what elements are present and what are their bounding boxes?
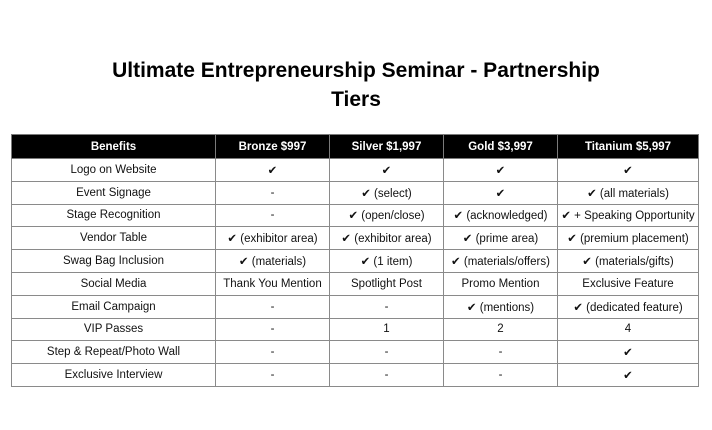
benefit-name: Step & Repeat/Photo Wall — [12, 341, 216, 364]
titanium-cell: ✔ — [558, 159, 699, 182]
table-row — [12, 364, 699, 387]
benefit-name: Stage Recognition — [12, 204, 216, 227]
header-titanium: Titanium $5,997 — [558, 135, 699, 159]
titanium-cell: ✔ — [558, 364, 699, 387]
table-row — [12, 181, 699, 204]
table-row — [12, 318, 699, 341]
benefit-name: VIP Passes — [12, 318, 216, 341]
gold-cell: ✔ (acknowledged) — [444, 204, 558, 227]
silver-cell: 1 — [330, 318, 444, 341]
titanium-cell: ✔ (all materials) — [558, 181, 699, 204]
header-bronze: Bronze $997 — [216, 135, 330, 159]
header-silver: Silver $1,997 — [330, 135, 444, 159]
benefit-name: Logo on Website — [12, 159, 216, 182]
titanium-cell: ✔ — [558, 341, 699, 364]
table-row — [12, 250, 699, 273]
silver-cell: ✔ — [330, 159, 444, 182]
bronze-cell: - — [216, 181, 330, 204]
titanium-cell: ✔ (premium placement) — [558, 227, 699, 250]
benefit-name: Vendor Table — [12, 227, 216, 250]
silver-cell: ✔ (exhibitor area) — [330, 227, 444, 250]
table-row — [12, 341, 699, 364]
benefit-name: Swag Bag Inclusion — [12, 250, 216, 273]
bronze-cell: ✔ (materials) — [216, 250, 330, 273]
header-benefits: Benefits — [12, 135, 216, 159]
benefit-name: Event Signage — [12, 181, 216, 204]
bronze-cell: - — [216, 341, 330, 364]
table-row — [12, 295, 699, 318]
benefit-name: Exclusive Interview — [12, 364, 216, 387]
table-row — [12, 159, 699, 182]
page-title-line-1: Ultimate Entrepreneurship Seminar - Partnership — [112, 59, 600, 82]
silver-cell: ✔ (select) — [330, 181, 444, 204]
benefit-name: Social Media — [12, 272, 216, 295]
bronze-cell: - — [216, 364, 330, 387]
titanium-cell: 4 — [558, 318, 699, 341]
bronze-cell: ✔ — [216, 159, 330, 182]
gold-cell: ✔ (prime area) — [444, 227, 558, 250]
bronze-cell: - — [216, 204, 330, 227]
titanium-cell: ✔ (dedicated feature) — [558, 295, 699, 318]
gold-cell: 2 — [444, 318, 558, 341]
titanium-cell: ✔ (materials/gifts) — [558, 250, 699, 273]
bronze-cell: - — [216, 295, 330, 318]
silver-cell: - — [330, 364, 444, 387]
bronze-cell: ✔ (exhibitor area) — [216, 227, 330, 250]
titanium-cell: ✔ + Speaking Opportunity — [558, 204, 699, 227]
gold-cell: ✔ — [444, 181, 558, 204]
gold-cell: ✔ (materials/offers) — [444, 250, 558, 273]
bronze-cell: - — [216, 318, 330, 341]
table-row — [12, 272, 699, 295]
silver-cell: ✔ (1 item) — [330, 250, 444, 273]
page-title-line-2: Tiers — [331, 88, 381, 111]
gold-cell: - — [444, 341, 558, 364]
table-row — [12, 227, 699, 250]
page-title — [0, 56, 712, 114]
titanium-cell: Exclusive Feature — [558, 272, 699, 295]
silver-cell: Spotlight Post — [330, 272, 444, 295]
table-body — [12, 159, 699, 387]
gold-cell: - — [444, 364, 558, 387]
gold-cell: ✔ (mentions) — [444, 295, 558, 318]
partnership-tiers-table — [11, 134, 699, 387]
silver-cell: - — [330, 295, 444, 318]
bronze-cell: Thank You Mention — [216, 272, 330, 295]
table-header — [12, 135, 699, 159]
silver-cell: ✔ (open/close) — [330, 204, 444, 227]
header-gold: Gold $3,997 — [444, 135, 558, 159]
header-row — [12, 135, 699, 159]
silver-cell: - — [330, 341, 444, 364]
benefit-name: Email Campaign — [12, 295, 216, 318]
table-row — [12, 204, 699, 227]
gold-cell: ✔ — [444, 159, 558, 182]
gold-cell: Promo Mention — [444, 272, 558, 295]
